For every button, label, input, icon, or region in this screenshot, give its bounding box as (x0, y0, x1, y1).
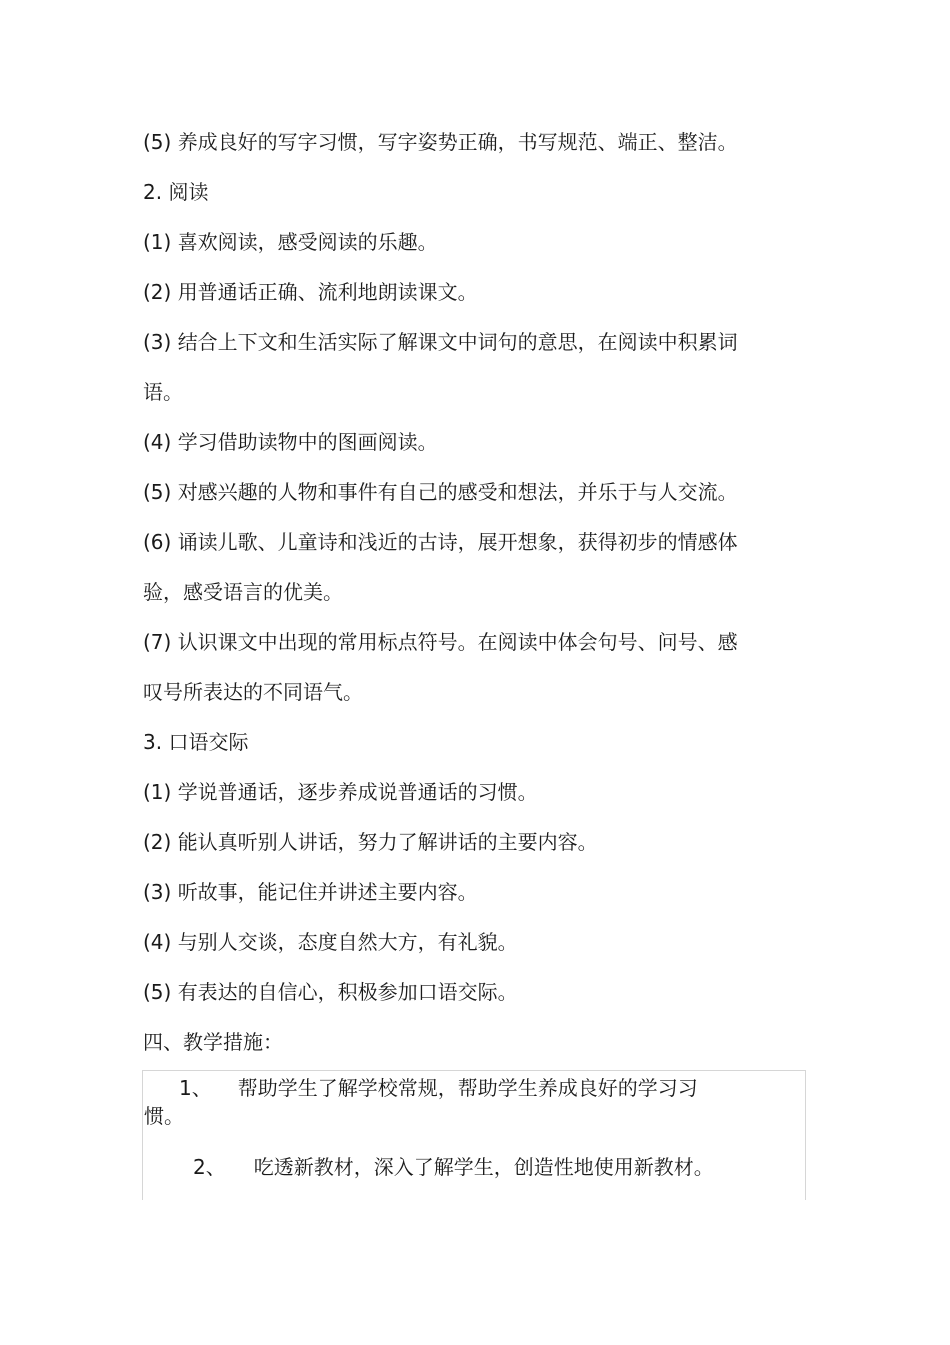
reading-item-3-line-1: (3) 结合上下文和生活实际了解课文中词句的意思，在阅读中积累词 (143, 330, 738, 354)
reading-item-7-line-1: (7) 认识课文中出现的常用标点符号。在阅读中体会句号、问号、感 (143, 630, 738, 654)
reading-item-4: (4) 学习借助读物中的图画阅读。 (143, 430, 438, 454)
measures-heading: 四、教学措施： (143, 1030, 283, 1054)
reading-item-3-line-2: 语。 (143, 380, 183, 404)
measures-item-2 (193, 1155, 714, 1179)
reading-item-2: (2) 用普通话正确、流利地朗读课文。 (143, 280, 478, 304)
reading-item-5: (5) 对感兴趣的人物和事件有自己的感受和想法，并乐于与人交流。 (143, 480, 738, 504)
measures-item-1 (179, 1076, 698, 1100)
measures-item-1-text: 帮助学生了解学校常规，帮助学生养成良好的学习习 (237, 1076, 698, 1100)
oral-item-5: (5) 有表达的自信心，积极参加口语交际。 (143, 980, 518, 1004)
measures-item-1-number: 1、 (179, 1076, 212, 1100)
reading-item-6-line-1: (6) 诵读儿歌、儿童诗和浅近的古诗，展开想象，获得初步的情感体 (143, 530, 738, 554)
reading-heading: 2. 阅读 (143, 180, 209, 204)
measures-item-1-continuation: 惯。 (144, 1104, 184, 1128)
oral-item-4: (4) 与别人交谈，态度自然大方，有礼貌。 (143, 930, 518, 954)
measures-box (142, 1070, 806, 1200)
writing-item-5: (5) 养成良好的写字习惯，写字姿势正确，书写规范、端正、整洁。 (143, 130, 738, 154)
measures-item-2-number: 2、 (193, 1155, 226, 1179)
measures-item-2-text: 吃透新教材，深入了解学生，创造性地使用新教材。 (253, 1155, 714, 1179)
oral-item-2: (2) 能认真听别人讲话，努力了解讲话的主要内容。 (143, 830, 598, 854)
oral-item-1: (1) 学说普通话，逐步养成说普通话的习惯。 (143, 780, 538, 804)
reading-item-6-line-2: 验，感受语言的优美。 (143, 580, 343, 604)
oral-heading: 3. 口语交际 (143, 730, 249, 754)
reading-item-7-line-2: 叹号所表达的不同语气。 (143, 680, 363, 704)
reading-item-1: (1) 喜欢阅读，感受阅读的乐趣。 (143, 230, 438, 254)
oral-item-3: (3) 听故事，能记住并讲述主要内容。 (143, 880, 478, 904)
